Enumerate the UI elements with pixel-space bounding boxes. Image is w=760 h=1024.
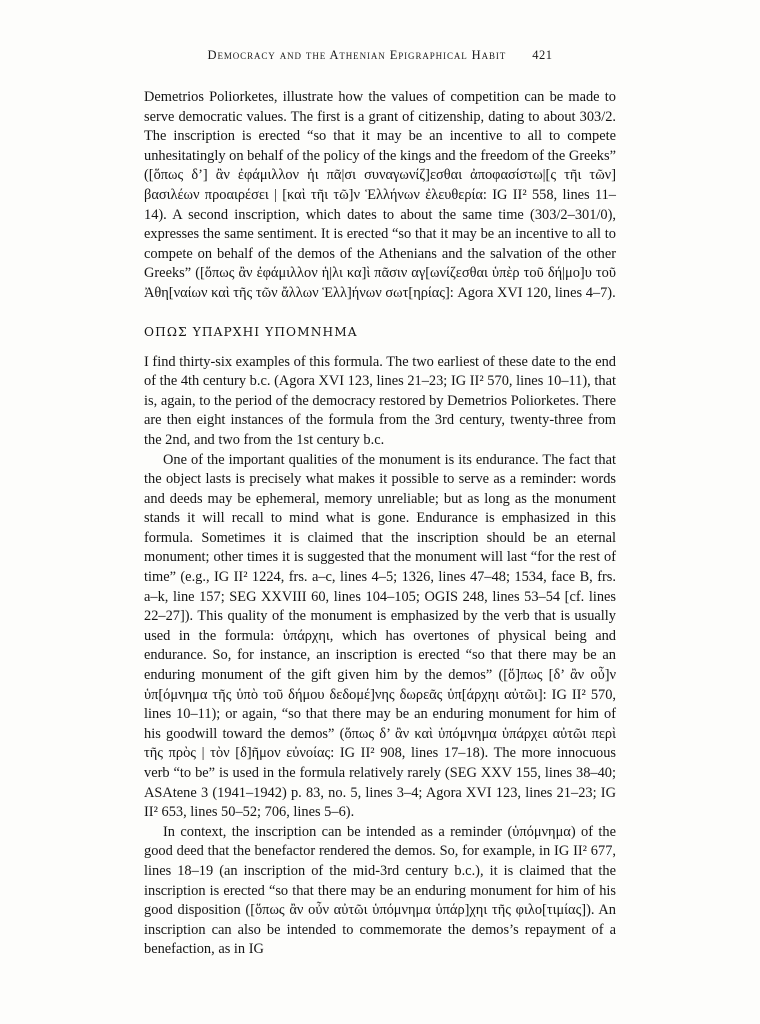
paragraph-3: One of the important qualities of the monument is its endurance. The fact that the object lasts is precisely what makes it possible to serve as a reminder: words and deeds may be ephemeral, memory unreliable; but as long as the monument stands it will recall to mind what is gone. Endurance is emphasized in this formula. Sometimes it is claimed that the inscription should be an eternal monument; other times it is suggested that the monument will last “for the rest of time” (e.g., IG II² 1224, frs. a–c, lines 4–5; 1326, lines 47–48; 1534, face B, frs. a–k, line 157; SEG XXVIII 60, lines 104–105; OGIS 248, lines 53–54 [cf. lines 22–27]). This quality of the monument is emphasized by the verb that is usually used in the formula: ὑπάρχηι, which has overtones of physical being and endurance. So, for instance, an inscription is erected “so that there may be an enduring monument of the gift given him by the demos” ([ὅ]πως [δ’ ἂν οὖ]ν ὑπ[όμνημα τῆς ὑπὸ τοῦ δήμου δεδομέ]νης δωρεᾶς ὑπ[άρχηι αὐτῶι]: IG II² 570, lines 10–11); or again, “so that there may be an enduring monument for him of his goodwill toward the demos” (ὅπως δ’ ἂν καὶ ὑπόμνημα ὑπάρχει αὐτῶι περὶ τῆς πρὸς | τὸν [δ]ῆμον εὐνοίας: IG II² 908, lines 17–18). The more innocuous verb “to be” is used in the formula relatively rarely (SEG XXV 155, lines 38–40; ASAtene 3 (1941–1942) p. 83, no. 5, lines 3–4; Agora XVI 123, lines 21–23; IG II² 653, lines 50–52; 706, lines 5–6). (144, 451, 616, 821)
running-head (0, 48, 760, 63)
paragraph-1: Demetrios Poliorketes, illustrate how the values of competition can be made to serve democratic values. The first is a grant of citizenship, dating to about 303/2. The inscription is erected “so that it may be an incentive to all to compete unhesitatingly on behalf of the policy of the kings and the freedom of the Greeks” ([ὅπως δ’] ἂν ἐφάμιλλον ἡι πᾶ|σι συναγωνίζ]εσθαι ἀποφασίστω|[ς τῆι τῶν] βασιλέων προαιρέσει | [καὶ τῆι τῶ]ν Ἑλλήνων ἐλευθερία: IG II² 558, lines 11–14). A second inscription, which dates to about the same time (303/2–301/0), expresses the same sentiment. It is erected “so that it may be an incentive to all to compete on behalf of the demos of the Athenians and the salvation of the other Greeks” ([ὅπως ἂν ἐφάμιλλον ἡ|λι κα]ὶ πᾶσιν αγ[ωνίζεσθαι ὑπὲρ τοῦ δή|μο]υ τοῦ Ἀθη[ναίων καὶ τῆς τῶν ἄλλων Ἑλλ]ήνων σωτ[ηρίας]: Agora XVI 120, lines 4–7). (144, 89, 616, 301)
text-column (144, 88, 616, 960)
page-number: 421 (532, 48, 553, 62)
running-head-title: Democracy and the Athenian Epigraphical Habit (207, 48, 507, 62)
paragraph-4: In context, the inscription can be intended as a reminder (ὑπόμνημα) of the good deed that the benefactor rendered the demos. So, for example, in IG II² 677, lines 18–19 (an inscription of the mid-3rd century b.c.), it is claimed that the inscription is erected “so that there may be an enduring monument for him of his good disposition ([ὅπως ἂν οὖν αὐτῶι ὑπόμνημα ὑπάρ]χηι τῆς φιλο[τιμίας]). An inscription can also be intended to commemorate the demos’s repayment of a benefaction, as in IG (144, 823, 616, 958)
section-subheading: ΟΠΩΣ ΥΠΑΡΧΗΙ ΥΠΟΜΝΗΜΑ (144, 324, 358, 339)
paragraph-2: I find thirty-six examples of this formula. The two earliest of these date to the end of the 4th century b.c. (Agora XVI 123, lines 21–23; IG II² 570, lines 10–11), that is, again, to the period of the democracy restored by Demetrios Poliorketes. There are then eight instances of the formula from the 3rd century, twenty-three from the 2nd, and two from the 1st century b.c. (144, 353, 616, 448)
